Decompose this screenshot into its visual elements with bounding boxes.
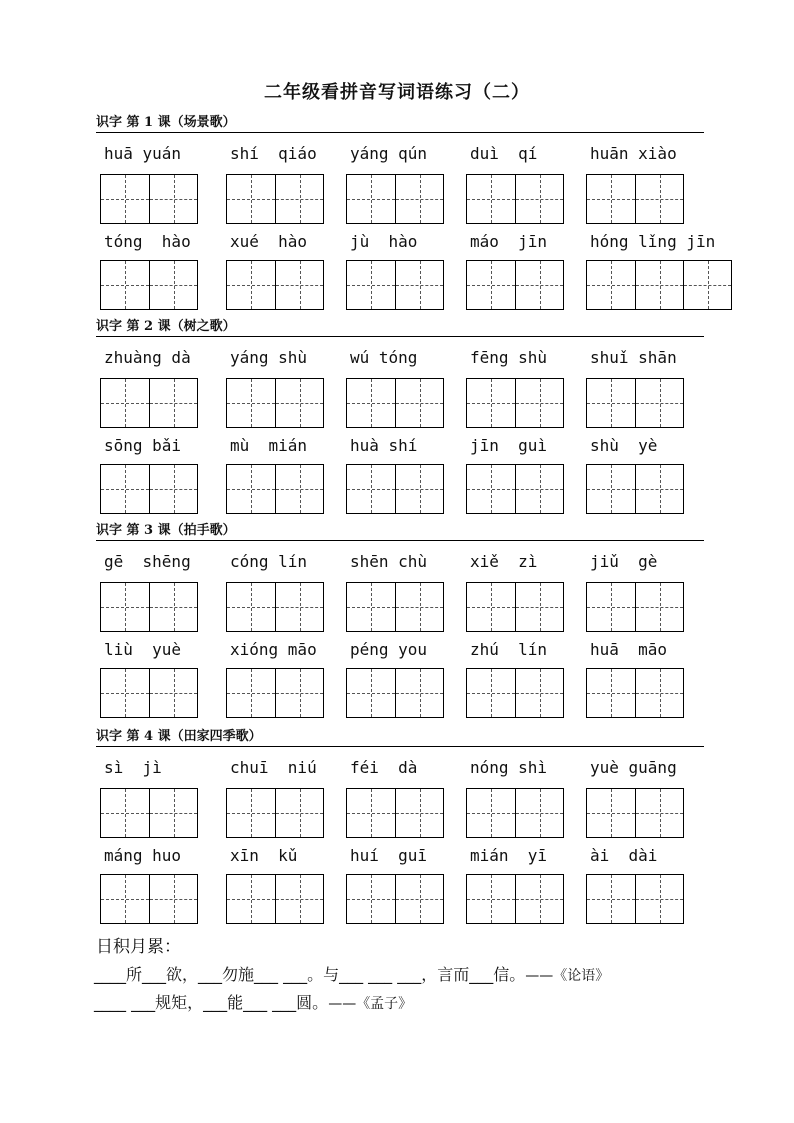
tianzige-cell[interactable] (467, 669, 515, 717)
tianzige-cell[interactable] (275, 465, 323, 513)
writing-grid[interactable] (586, 788, 684, 838)
pinyin-label: yáng qún (350, 144, 428, 163)
writing-grid[interactable] (466, 788, 564, 838)
tianzige-cell[interactable] (467, 175, 515, 223)
tianzige-cell[interactable] (149, 789, 197, 837)
pinyin-label: zhuàng dà (104, 348, 191, 367)
pinyin-label: nóng shì (470, 758, 548, 777)
writing-grid[interactable] (100, 668, 198, 718)
pinyin-label: fēng shù (470, 348, 548, 367)
tianzige-cell[interactable] (347, 875, 395, 923)
pinyin-label: duì qí (470, 144, 538, 163)
pinyin-label: xióng māo (230, 640, 317, 659)
tianzige-cell[interactable] (149, 583, 197, 631)
tianzige-cell[interactable] (635, 583, 683, 631)
writing-grid[interactable] (100, 582, 198, 632)
pinyin-label: huà shí (350, 436, 418, 455)
tianzige-cell[interactable] (275, 379, 323, 427)
tianzige-cell[interactable] (587, 261, 635, 309)
tianzige-cell[interactable] (515, 789, 563, 837)
tianzige-cell[interactable] (635, 465, 683, 513)
tianzige-cell[interactable] (515, 261, 563, 309)
tianzige-cell[interactable] (395, 379, 443, 427)
accumulation-label: 日积月累： (96, 937, 181, 957)
pinyin-label: cóng lín (230, 552, 308, 571)
pinyin-label: hóng lǐng jīn (590, 232, 716, 251)
writing-grid[interactable] (466, 174, 564, 224)
tianzige-cell[interactable] (515, 583, 563, 631)
writing-grid[interactable] (586, 464, 684, 514)
pinyin-label: jù hào (350, 232, 418, 251)
tianzige-cell[interactable] (395, 875, 443, 923)
tianzige-cell[interactable] (227, 379, 275, 427)
tianzige-cell[interactable] (275, 175, 323, 223)
accumulation-line-2-source: ——《孟子》 (328, 996, 413, 1012)
tianzige-cell[interactable] (149, 261, 197, 309)
tianzige-cell[interactable] (227, 465, 275, 513)
writing-grid[interactable] (100, 874, 198, 924)
accumulation-line-2 (94, 990, 412, 1013)
writing-grid[interactable] (346, 260, 444, 310)
tianzige-cell[interactable] (101, 789, 149, 837)
writing-grid[interactable] (346, 464, 444, 514)
pinyin-label: yuè guāng (590, 758, 677, 777)
pinyin-label: xué hào (230, 232, 308, 251)
tianzige-cell[interactable] (515, 875, 563, 923)
pinyin-label: shù yè (590, 436, 658, 455)
pinyin-label: sōng bǎi (104, 436, 182, 455)
tianzige-cell[interactable] (467, 465, 515, 513)
tianzige-cell[interactable] (515, 669, 563, 717)
section-heading: 识字 第 2 课（树之歌） (96, 318, 704, 337)
accumulation-line-1 (94, 962, 609, 985)
tianzige-cell[interactable] (635, 261, 683, 309)
tianzige-cell[interactable] (587, 669, 635, 717)
tianzige-cell[interactable] (467, 261, 515, 309)
writing-grid[interactable] (346, 788, 444, 838)
tianzige-cell[interactable] (101, 465, 149, 513)
tianzige-cell[interactable] (227, 789, 275, 837)
writing-grid[interactable] (346, 668, 444, 718)
writing-grid[interactable] (586, 668, 684, 718)
tianzige-cell[interactable] (275, 583, 323, 631)
writing-grid[interactable] (226, 378, 324, 428)
tianzige-cell[interactable] (395, 789, 443, 837)
writing-grid[interactable] (100, 378, 198, 428)
tianzige-cell[interactable] (149, 379, 197, 427)
tianzige-cell[interactable] (347, 789, 395, 837)
tianzige-cell[interactable] (635, 669, 683, 717)
pinyin-label: jiǔ gè (590, 552, 658, 571)
tianzige-cell[interactable] (227, 175, 275, 223)
tianzige-cell[interactable] (515, 175, 563, 223)
tianzige-cell[interactable] (275, 789, 323, 837)
pinyin-label: máo jīn (470, 232, 548, 251)
tianzige-cell[interactable] (101, 379, 149, 427)
writing-grid[interactable] (586, 582, 684, 632)
tianzige-cell[interactable] (227, 669, 275, 717)
tianzige-cell[interactable] (275, 261, 323, 309)
pinyin-label: huān xiào (590, 144, 677, 163)
writing-grid[interactable] (346, 582, 444, 632)
tianzige-cell[interactable] (275, 875, 323, 923)
page-title: 二年级看拼音写词语练习（二） (264, 82, 530, 103)
tianzige-cell[interactable] (515, 379, 563, 427)
tianzige-cell[interactable] (587, 465, 635, 513)
writing-grid[interactable] (100, 174, 198, 224)
pinyin-label: huā māo (590, 640, 668, 659)
pinyin-label: péng you (350, 640, 428, 659)
accumulation-line-1-text: ____所___欲，___勿施___ ___。与___ ___ ___，言而___信。 (94, 965, 526, 984)
pinyin-label: shēn chù (350, 552, 428, 571)
tianzige-cell[interactable] (395, 261, 443, 309)
tianzige-cell[interactable] (347, 175, 395, 223)
tianzige-cell[interactable] (347, 669, 395, 717)
tianzige-cell[interactable] (635, 379, 683, 427)
tianzige-cell[interactable] (101, 175, 149, 223)
tianzige-cell[interactable] (395, 175, 443, 223)
tianzige-cell[interactable] (635, 875, 683, 923)
pinyin-label: huí guī (350, 846, 428, 865)
writing-grid[interactable] (226, 874, 324, 924)
tianzige-cell[interactable] (347, 583, 395, 631)
section-heading: 识字 第 4 课（田家四季歌） (96, 728, 704, 747)
pinyin-label: wú tóng (350, 348, 418, 367)
tianzige-cell[interactable] (683, 261, 731, 309)
pinyin-label: xiě zì (470, 552, 538, 571)
tianzige-cell[interactable] (101, 583, 149, 631)
pinyin-label: huā yuán (104, 144, 182, 163)
pinyin-label: tóng hào (104, 232, 191, 251)
writing-grid[interactable] (466, 582, 564, 632)
tianzige-cell[interactable] (515, 465, 563, 513)
tianzige-cell[interactable] (467, 789, 515, 837)
writing-grid[interactable] (226, 788, 324, 838)
tianzige-cell[interactable] (275, 669, 323, 717)
writing-grid[interactable] (586, 874, 684, 924)
writing-grid[interactable] (226, 668, 324, 718)
writing-grid[interactable] (100, 788, 198, 838)
pinyin-label: chuī niú (230, 758, 317, 777)
pinyin-label: yáng shù (230, 348, 308, 367)
tianzige-cell[interactable] (395, 669, 443, 717)
tianzige-cell[interactable] (101, 261, 149, 309)
tianzige-cell[interactable] (347, 261, 395, 309)
pinyin-label: shí qiáo (230, 144, 317, 163)
tianzige-cell[interactable] (587, 583, 635, 631)
writing-grid[interactable] (466, 668, 564, 718)
tianzige-cell[interactable] (395, 465, 443, 513)
writing-grid[interactable] (466, 260, 564, 310)
writing-grid[interactable] (586, 260, 732, 310)
tianzige-cell[interactable] (587, 379, 635, 427)
tianzige-cell[interactable] (467, 583, 515, 631)
pinyin-label: mián yī (470, 846, 548, 865)
writing-grid[interactable] (346, 874, 444, 924)
pinyin-label: sì jì (104, 758, 162, 777)
section-heading: 识字 第 3 课（拍手歌） (96, 522, 704, 541)
tianzige-cell[interactable] (227, 261, 275, 309)
writing-grid[interactable] (466, 464, 564, 514)
writing-grid[interactable] (586, 378, 684, 428)
writing-grid[interactable] (100, 260, 198, 310)
accumulation-line-2-text: ____ ___规矩，___能___ ___圆。 (94, 993, 329, 1012)
tianzige-cell[interactable] (347, 379, 395, 427)
pinyin-label: féi dà (350, 758, 418, 777)
tianzige-cell[interactable] (101, 669, 149, 717)
tianzige-cell[interactable] (101, 875, 149, 923)
tianzige-cell[interactable] (347, 465, 395, 513)
pinyin-label: zhú lín (470, 640, 548, 659)
writing-grid[interactable] (226, 464, 324, 514)
pinyin-label: máng huo (104, 846, 182, 865)
tianzige-cell[interactable] (635, 175, 683, 223)
pinyin-label: xīn kǔ (230, 846, 298, 865)
tianzige-cell[interactable] (635, 789, 683, 837)
tianzige-cell[interactable] (587, 875, 635, 923)
tianzige-cell[interactable] (227, 875, 275, 923)
tianzige-cell[interactable] (149, 175, 197, 223)
tianzige-cell[interactable] (467, 379, 515, 427)
section-heading: 识字 第 1 课（场景歌） (96, 114, 704, 133)
tianzige-cell[interactable] (587, 175, 635, 223)
writing-grid[interactable] (226, 582, 324, 632)
writing-grid[interactable] (226, 174, 324, 224)
tianzige-cell[interactable] (149, 875, 197, 923)
pinyin-label: gē shēng (104, 552, 191, 571)
tianzige-cell[interactable] (467, 875, 515, 923)
pinyin-label: ài dài (590, 846, 658, 865)
tianzige-cell[interactable] (587, 789, 635, 837)
accumulation-line-1-source: ——《论语》 (525, 968, 610, 984)
writing-grid[interactable] (226, 260, 324, 310)
tianzige-cell[interactable] (395, 583, 443, 631)
pinyin-label: shuǐ shān (590, 348, 677, 367)
pinyin-label: jīn guì (470, 436, 548, 455)
writing-grid[interactable] (466, 874, 564, 924)
writing-grid[interactable] (100, 464, 198, 514)
writing-grid[interactable] (346, 378, 444, 428)
writing-grid[interactable] (466, 378, 564, 428)
writing-grid[interactable] (586, 174, 684, 224)
tianzige-cell[interactable] (149, 669, 197, 717)
tianzige-cell[interactable] (227, 583, 275, 631)
pinyin-label: mù mián (230, 436, 308, 455)
writing-grid[interactable] (346, 174, 444, 224)
pinyin-label: liù yuè (104, 640, 182, 659)
tianzige-cell[interactable] (149, 465, 197, 513)
